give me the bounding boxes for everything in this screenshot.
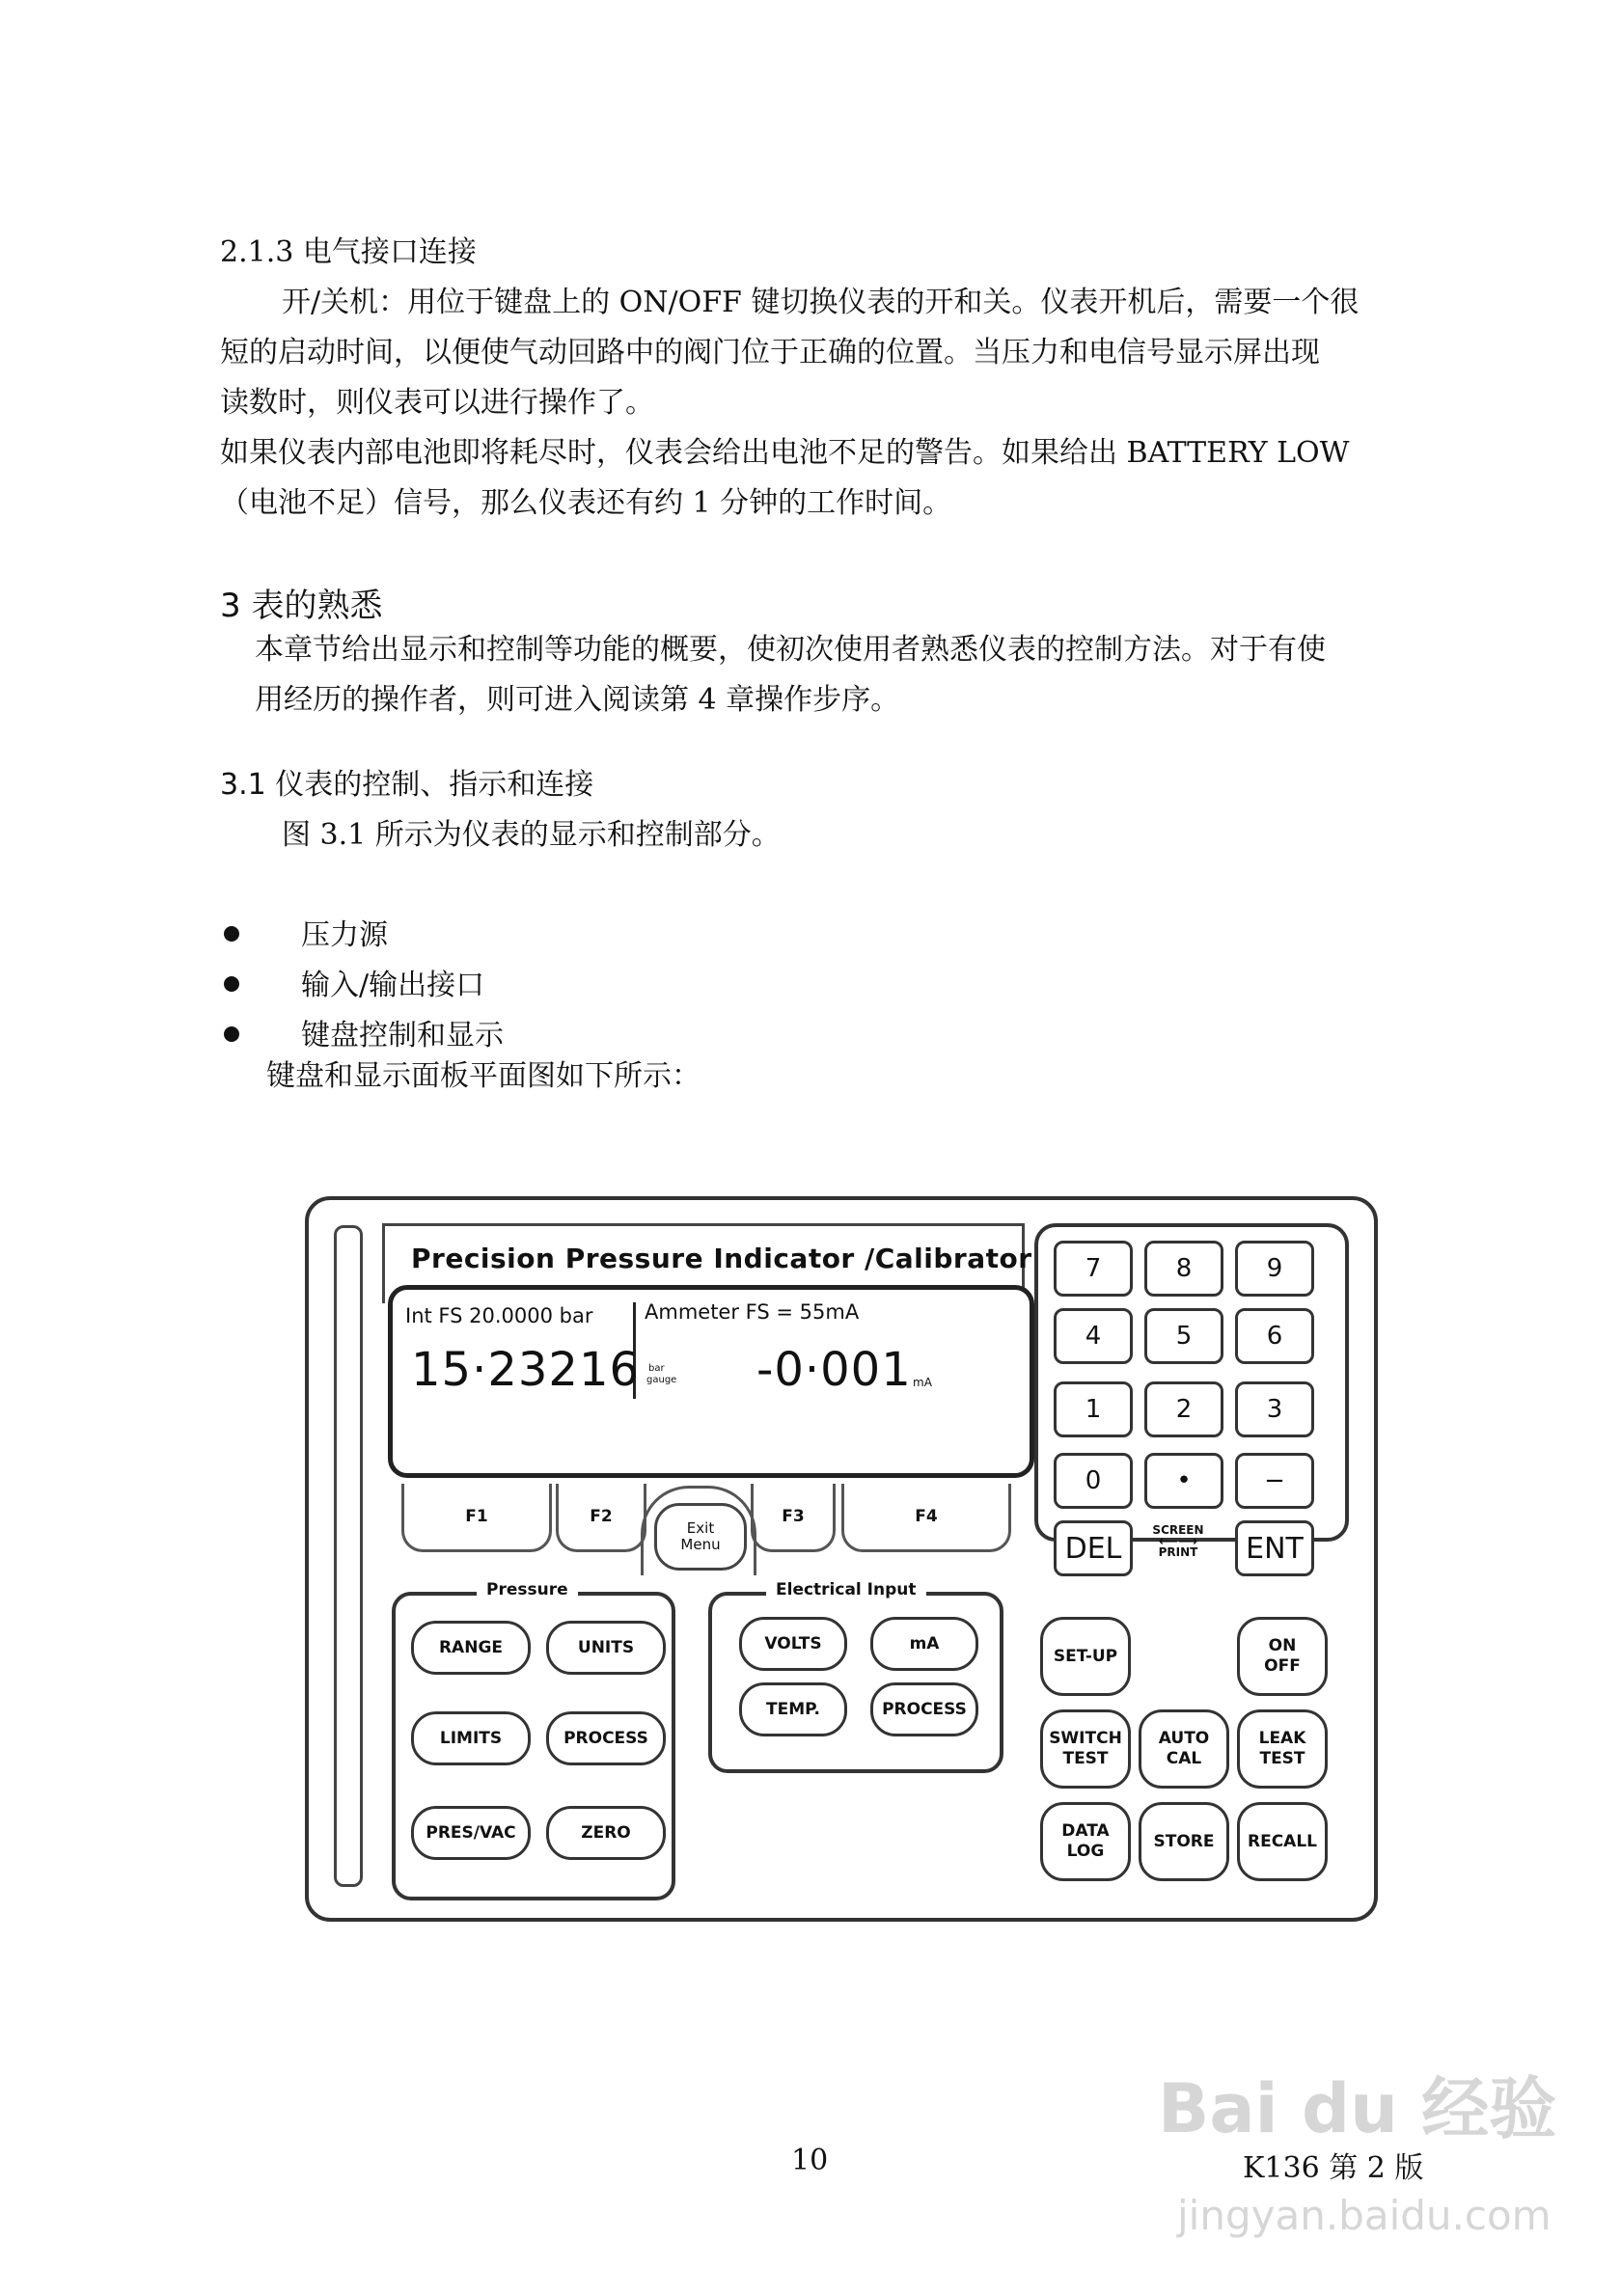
watermark-url: jingyan.baidu.com [1177,2192,1552,2239]
bullet-item: 键盘控制和显示 [301,1019,504,1052]
key-1[interactable]: 1 [1054,1381,1133,1437]
section-3-1-heading: 3.1 仪表的控制、指示和连接 [220,768,594,802]
recall-label: RECALL [1247,1831,1317,1851]
bullet-dot [224,926,239,942]
ma-key[interactable]: mA [870,1617,978,1671]
leak-test-key[interactable] [1237,1709,1328,1789]
pres-vac-key[interactable]: PRES/VAC [411,1806,531,1860]
switch-label: SWITCH [1049,1729,1122,1748]
auto-label: AUTO [1158,1729,1210,1748]
exit-label: Exit [686,1519,715,1537]
edition-label: K136 第 2 版 [1243,2151,1424,2185]
key-8[interactable]: 8 [1144,1241,1223,1297]
lcd-current-unit: mA [913,1376,932,1389]
double-arrow-icon: ⟵⟶ [1158,1534,1198,1549]
panel-title: Precision Pressure Indicator /Calibrator [411,1243,1032,1274]
print-label: PRINT [1158,1545,1198,1559]
bullet-item: 输入/输出接口 [301,969,485,1002]
instrument-panel-figure [305,1196,1374,1918]
lcd-pressure-mode: gauge [646,1375,677,1385]
del-key[interactable]: DEL [1054,1520,1133,1576]
panel-side-strip [334,1225,363,1887]
log-label: LOG [1066,1842,1105,1861]
paragraph-line: 短的启动时间，以便使气动回路中的阀门位于正确的位置。当压力和电信号显示屏出现 [220,336,1320,369]
setup-key[interactable] [1040,1617,1131,1696]
lcd-current-reading: -0·001 [756,1343,912,1397]
screen-print-key[interactable] [1130,1524,1226,1559]
f2-key[interactable]: F2 [556,1484,646,1552]
off-label: OFF [1264,1656,1301,1676]
panel-caption: 键盘和显示面板平面图如下所示： [266,1059,701,1093]
key-6[interactable]: 6 [1235,1308,1314,1364]
paragraph-line: 用经历的操作者，则可进入阅读第 4 章操作步序。 [255,683,900,717]
key-4[interactable]: 4 [1054,1308,1133,1364]
store-key[interactable] [1139,1802,1229,1881]
key-3[interactable]: 3 [1235,1381,1314,1437]
paragraph-line: （电池不足）信号，那么仪表还有约 1 分钟的工作时间。 [220,486,952,520]
key-5[interactable]: 5 [1144,1308,1223,1364]
paragraph-line: 本章节给出显示和控制等功能的概要，使初次使用者熟悉仪表的控制方法。对于有使 [255,633,1326,667]
range-key[interactable]: RANGE [411,1621,531,1675]
data-label: DATA [1061,1821,1110,1841]
temp-key[interactable]: TEMP. [739,1682,847,1736]
key-minus[interactable]: − [1235,1453,1314,1509]
leak-label: LEAK [1258,1729,1306,1748]
lcd-pressure-unit: bar [648,1363,665,1374]
key-7[interactable]: 7 [1054,1241,1133,1297]
ent-key[interactable]: ENT [1235,1520,1314,1576]
switch-test-key[interactable] [1040,1709,1131,1789]
key-2[interactable]: 2 [1144,1381,1223,1437]
leak-test-label: TEST [1259,1749,1305,1768]
lcd-pressure-reading: 15·23216 [411,1343,641,1397]
volts-key[interactable]: VOLTS [739,1617,847,1671]
cal-label: CAL [1166,1749,1202,1768]
pressure-group-title: Pressure [477,1580,578,1599]
screen-label: SCREEN [1152,1523,1204,1537]
lcd-ammeter-range: Ammeter FS = 55mA [645,1300,860,1324]
data-log-key[interactable] [1040,1802,1131,1881]
watermark-brand: Bai du 经验 [1158,2069,1557,2148]
zero-key[interactable]: ZERO [546,1806,666,1860]
on-label: ON [1268,1636,1297,1655]
bullet-dot [224,1026,239,1042]
paragraph-line: 开/关机：用位于键盘上的 ON/OFF 键切换仪表的开和关。仪表开机后，需要一个很 [282,286,1360,319]
key-9[interactable]: 9 [1235,1241,1314,1297]
lcd-pressure-range: Int FS 20.0000 bar [405,1304,593,1327]
bullet-dot [224,976,239,992]
auto-cal-key[interactable] [1139,1709,1229,1789]
section-2-1-3-heading: 2.1.3 电气接口连接 [220,235,477,269]
figure-intro: 图 3.1 所示为仪表的显示和控制部分。 [282,818,781,852]
page-number: 10 [791,2144,829,2177]
pressure-process-key[interactable]: PROCESS [546,1711,666,1765]
electrical-group-title: Electrical Input [766,1580,926,1599]
electrical-process-key[interactable]: PROCESS [870,1682,978,1736]
paragraph-line: 读数时，则仪表可以进行操作了。 [220,386,654,420]
setup-label: SET-UP [1053,1646,1118,1666]
exit-menu-key[interactable] [654,1503,747,1571]
section-3-heading: 3 表的熟悉 [220,587,383,625]
paragraph-line: 如果仪表内部电池即将耗尽时，仪表会给出电池不足的警告。如果给出 BATTERY LOW [220,436,1350,470]
limits-key[interactable]: LIMITS [411,1711,531,1765]
bullet-item: 压力源 [301,918,388,952]
recall-key[interactable] [1237,1802,1328,1881]
f4-key[interactable]: F4 [841,1484,1011,1552]
f3-key[interactable]: F3 [751,1484,836,1552]
on-off-key[interactable] [1237,1617,1328,1696]
key-decimal[interactable]: • [1144,1453,1223,1509]
store-label: STORE [1153,1831,1215,1851]
menu-label: Menu [680,1536,721,1553]
f1-key[interactable]: F1 [401,1484,552,1552]
units-key[interactable]: UNITS [546,1621,666,1675]
switch-test-label: TEST [1062,1749,1109,1768]
key-0[interactable]: 0 [1054,1453,1133,1509]
